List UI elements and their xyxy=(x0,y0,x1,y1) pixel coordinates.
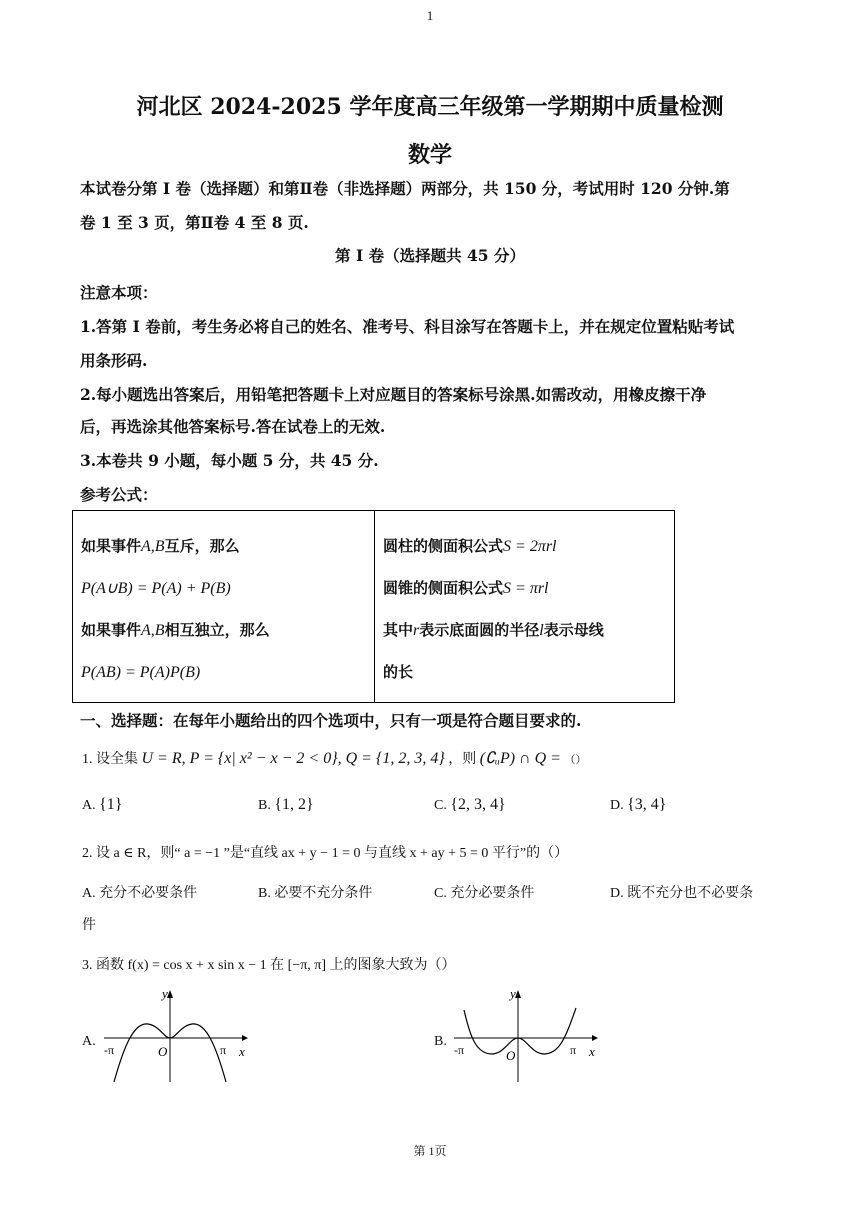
q3-graph-a xyxy=(96,986,256,1086)
intro-line-1: 本试卷分第 I 卷（选择题）和第Ⅱ卷（非选择题）两部分，共 150 分，考试用时 120 分钟.第 xyxy=(80,179,730,198)
formula-cylinder-area: S = 2πrl xyxy=(503,538,557,555)
question-1-math2: (∁ᵤP) ∩ Q = xyxy=(479,750,561,767)
formula-left-1-text: 如果事件 xyxy=(81,537,142,555)
notice-1-line-2: 用条形码. xyxy=(80,351,148,370)
graph-a-pos-pi: π xyxy=(220,1043,227,1057)
q3-option-b-label: B. xyxy=(434,1034,447,1049)
question-3: 3. 函数 f(x) = cos x + x sin x − 1 在 [−π, π] 上的图象大致为（） xyxy=(82,958,456,973)
q2-option-a xyxy=(82,882,197,902)
question-2: 2. 设 a ∈ R，则“ a = −1 ”是“直线 ax + y − 1 = 0 与直线 x + ay + 5 = 0 平行”的（） xyxy=(82,846,569,861)
formula-right-3-a: 其中 xyxy=(383,621,414,639)
graph-b-y-label: y xyxy=(510,986,516,1001)
graph-a-y-label: y xyxy=(162,986,168,1001)
q3-graph-b xyxy=(446,986,606,1086)
formula-right-2-text: 圆锥的侧面积公式 xyxy=(383,579,504,597)
question-1 xyxy=(82,748,586,768)
formula-left-cell xyxy=(73,511,375,703)
formula-right-1-text: 圆柱的侧面积公式 xyxy=(383,537,504,555)
graph-b-pos-pi: π xyxy=(570,1043,577,1057)
graph-b-curve xyxy=(464,1008,576,1054)
part1-heading: 一、选择题：在每年小题给出的四个选项中，只有一项是符合题目要求的. xyxy=(80,711,582,730)
q1-option-b xyxy=(258,796,314,814)
q2-option-b xyxy=(258,882,372,902)
graph-b-neg-pi: -π xyxy=(454,1043,465,1057)
formula-left-3-text: 如果事件 xyxy=(81,621,142,639)
formula-right-4: 的长 xyxy=(383,663,414,681)
intro-line-2: 卷 1 至 3 页，第Ⅱ卷 4 至 8 页. xyxy=(80,213,309,232)
q1-option-a-label: A. xyxy=(82,798,96,813)
question-1-math: U = R, P = {x| x² − x − 2 < 0}, Q = {1, 2, 3, 4} xyxy=(141,750,445,767)
q1-option-c xyxy=(434,796,506,814)
notice-2-line-2: 后，再选涂其他答案标号.答在试卷上的无效. xyxy=(80,417,386,436)
q1-option-b-value: {1, 2} xyxy=(274,796,314,813)
formula-title: 参考公式： xyxy=(80,485,158,504)
formula-left-3-tail: 相互独立，那么 xyxy=(164,621,270,639)
formula-l: l xyxy=(539,622,544,639)
notice-1-line-1: 1.答第 I 卷前，考生务必将自己的姓名、准考号、科目涂写在答题卡上，并在规定位置粘贴考试 xyxy=(80,317,735,336)
formula-left-1-math: A,B xyxy=(141,538,165,555)
subject-title: 数学 xyxy=(407,142,452,168)
q1-option-d-label: D. xyxy=(610,798,624,813)
q2-option-b-value: 必要不充分条件 xyxy=(274,886,373,901)
page-footer: 第 1页 xyxy=(413,1144,447,1158)
question-1-paren: （） xyxy=(564,754,587,766)
q2-option-a-label: A. xyxy=(82,886,96,901)
q1-option-a-value: {1} xyxy=(99,796,123,813)
formula-multiplication-rule: P(AB) = P(A)P(B) xyxy=(81,664,201,681)
graph-a-x-label: x xyxy=(239,1044,245,1059)
exam-title: 河北区 2024-2025 学年度高三年级第一学期期中质量检测 xyxy=(136,94,724,120)
q2-option-a-value: 充分不必要条件 xyxy=(99,886,198,901)
q2-option-b-label: B. xyxy=(258,886,271,901)
q1-option-c-value: {2, 3, 4} xyxy=(450,796,506,813)
formula-cone-area: S = πrl xyxy=(503,580,549,597)
q3-option-a-label: A. xyxy=(82,1034,96,1049)
formula-left-1-tail: 互斥，那么 xyxy=(164,537,240,555)
notice-2-line-1: 2.每小题选出答案后，用铅笔把答题卡上对应题目的答案标号涂黑.如需改动，用橡皮擦干净 xyxy=(80,385,707,404)
graph-a-x-arrow xyxy=(242,1035,248,1041)
q1-option-d-value: {3, 4} xyxy=(627,796,667,813)
q2-option-c-value: 充分必要条件 xyxy=(450,886,535,901)
q2-option-c xyxy=(434,882,534,902)
formula-right-3-b: 表示底面圆的半径 xyxy=(419,621,540,639)
q2-option-d xyxy=(610,882,753,902)
q1-option-c-label: C. xyxy=(434,798,447,813)
q1-option-a xyxy=(82,796,122,814)
notice-title: 注意本项： xyxy=(80,283,158,302)
q2-option-d-value: 既不充分也不必要条 xyxy=(627,886,754,901)
graph-b-y-arrow xyxy=(515,990,521,998)
formula-addition-rule: P(A∪B) = P(A) + P(B) xyxy=(81,580,231,597)
formula-table xyxy=(72,510,675,703)
section1-heading: 第 I 卷（选择题共 45 分） xyxy=(335,246,525,265)
q2-option-d-wrap: 件 xyxy=(82,918,96,933)
graph-a-neg-pi: -π xyxy=(104,1043,115,1057)
graph-b-x-arrow xyxy=(592,1035,598,1041)
formula-right-cell xyxy=(375,511,675,703)
graph-a-origin-label: O xyxy=(158,1044,168,1059)
formula-r: r xyxy=(413,622,420,639)
formula-left-3-math: A,B xyxy=(141,622,165,639)
notice-3: 3.本卷共 9 小题，每小题 5 分，共 45 分. xyxy=(80,451,379,470)
question-1-prefix: 1. 设全集 xyxy=(82,752,138,767)
q1-option-b-label: B. xyxy=(258,798,271,813)
q2-option-d-label: D. xyxy=(610,886,624,901)
graph-a-y-arrow xyxy=(167,990,173,998)
q1-option-d xyxy=(610,796,666,814)
graph-b-x-label: x xyxy=(589,1044,595,1059)
page-number-top: 1 xyxy=(426,8,434,23)
formula-right-3-c: 表示母线 xyxy=(543,621,604,639)
question-1-mid: ，则 xyxy=(448,752,477,767)
graph-b-origin-label: O xyxy=(506,1048,516,1063)
q2-option-c-label: C. xyxy=(434,886,447,901)
